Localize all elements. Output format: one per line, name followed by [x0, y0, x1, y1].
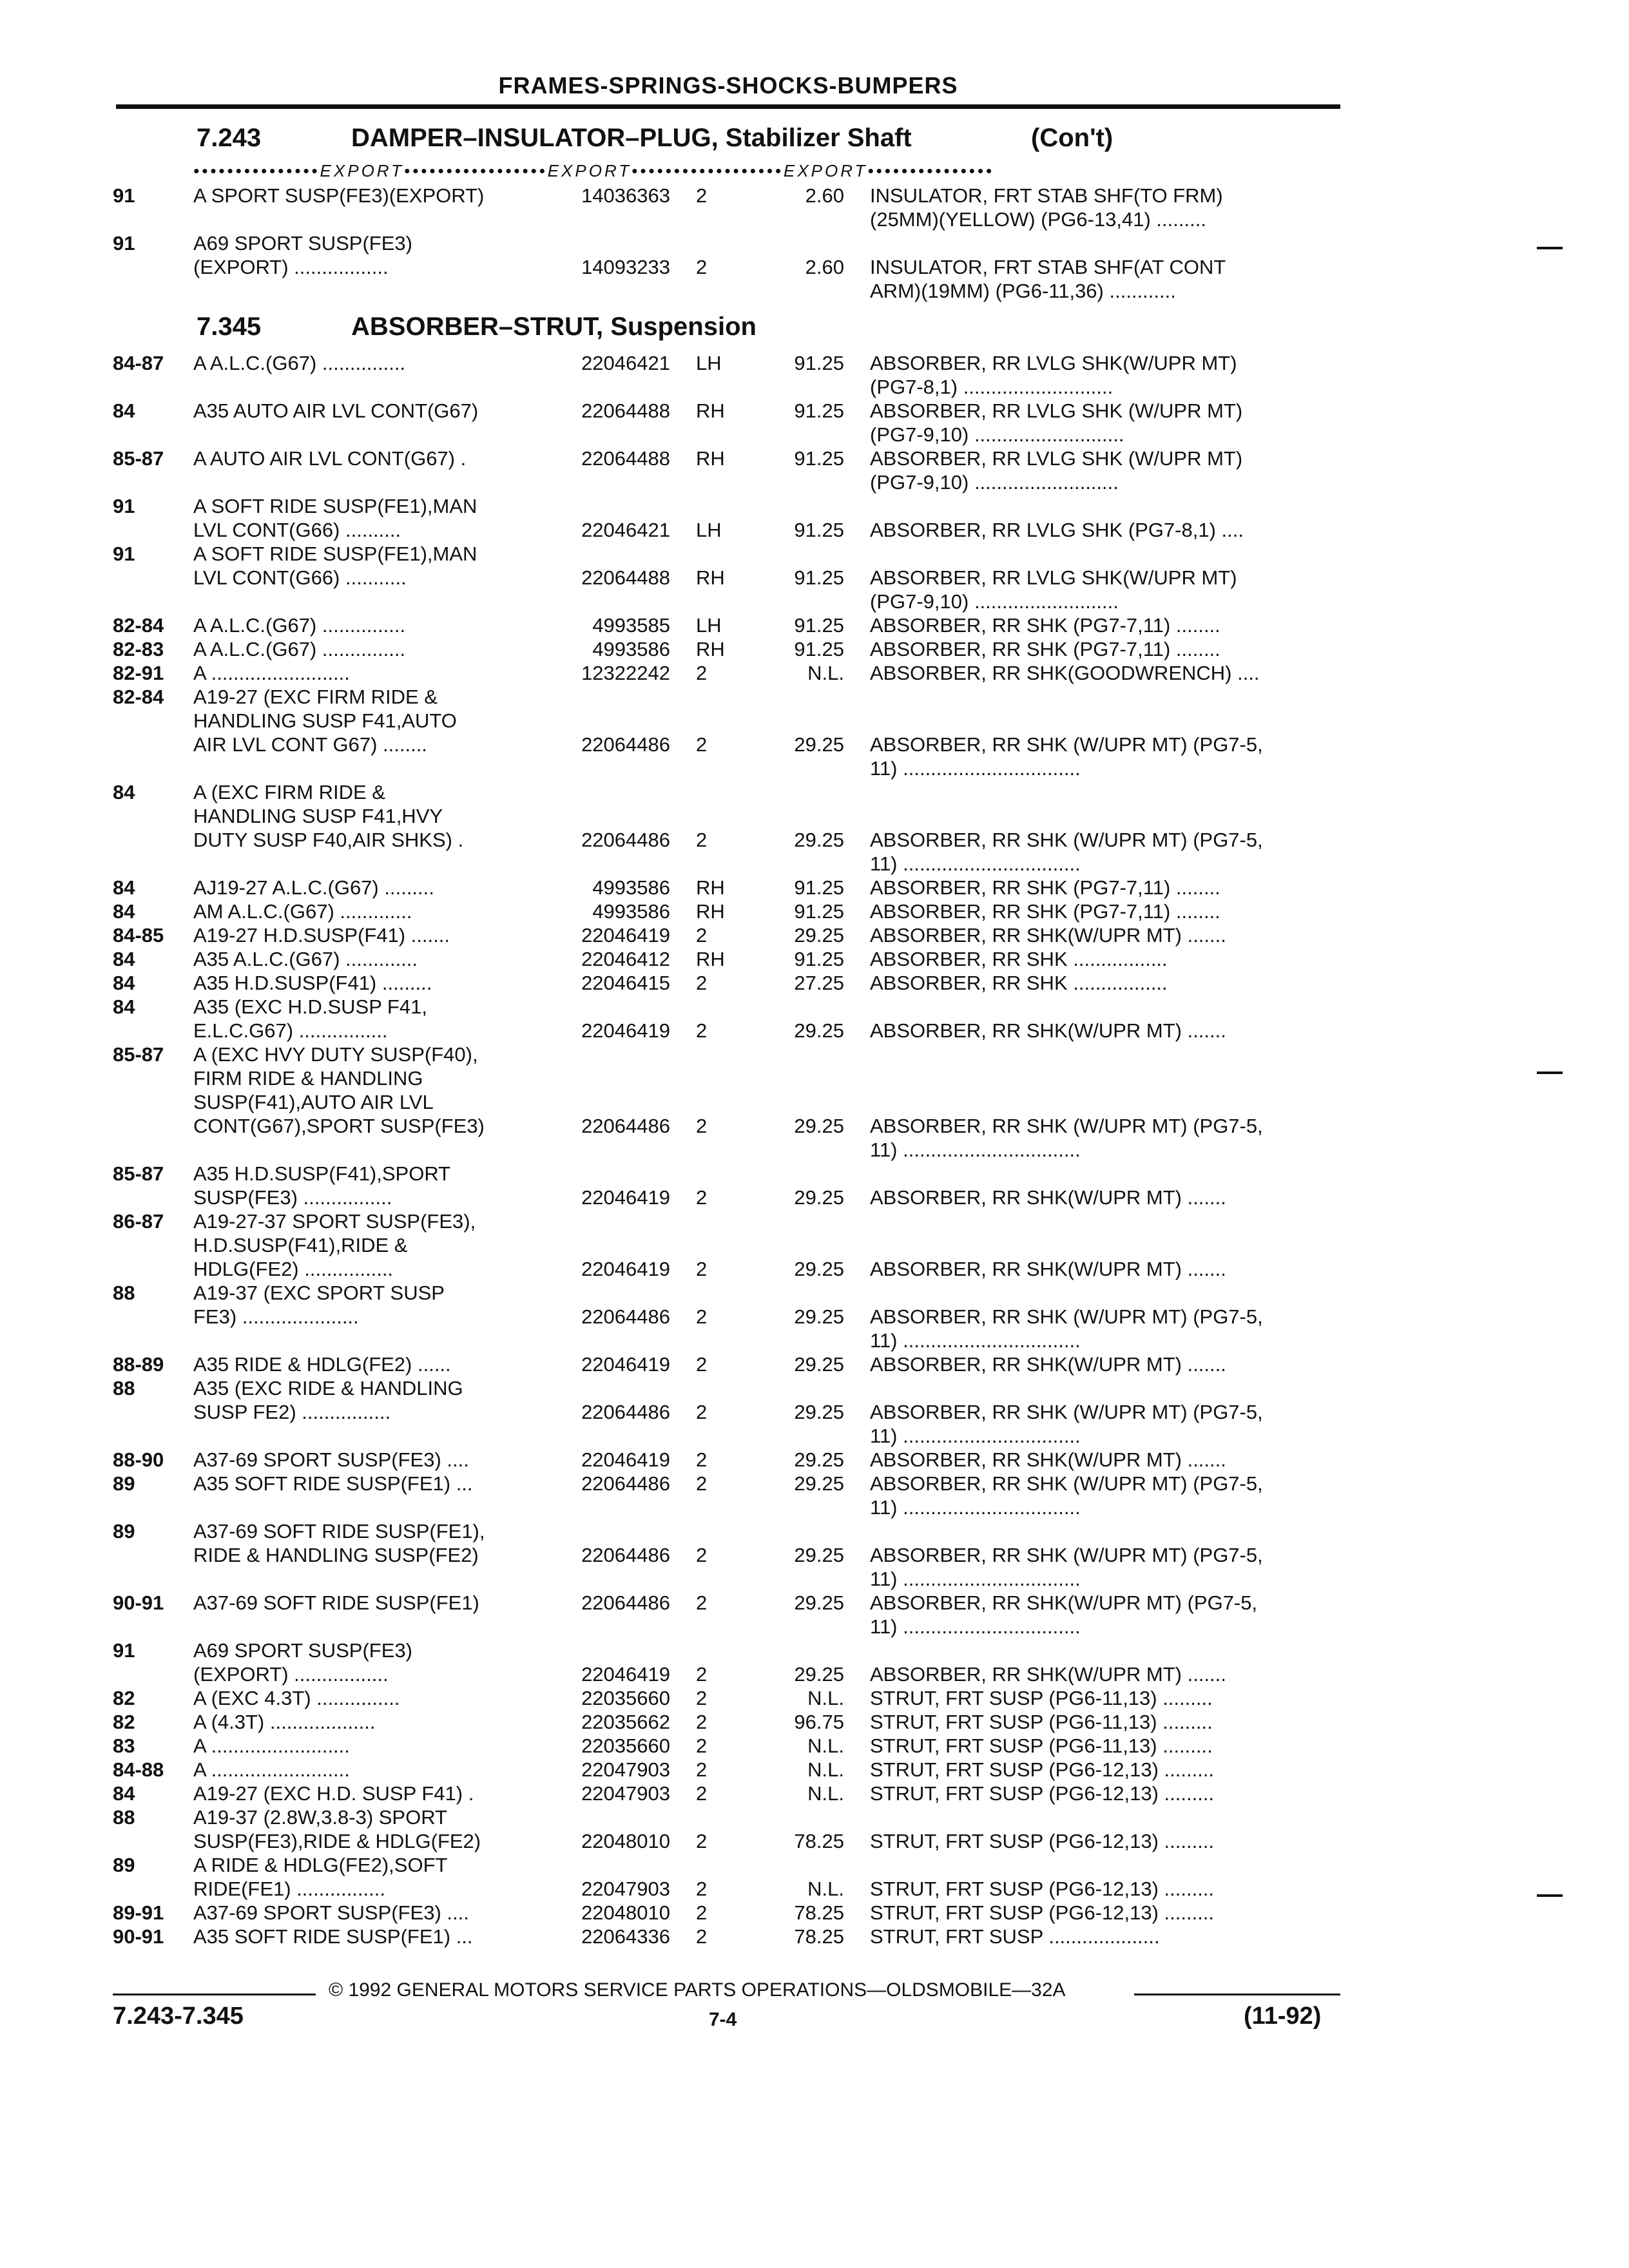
section-title: ABSORBER–STRUT, Suspension — [351, 312, 757, 341]
footer-page-number: 7-4 — [709, 2009, 737, 2030]
part-number: 4993586 — [592, 900, 670, 923]
model-usage: A A.L.C.(G67) ............... — [193, 638, 406, 660]
quantity: 2 — [696, 1830, 708, 1852]
model-year: 84 — [113, 972, 135, 994]
quantity: 2 — [696, 1472, 708, 1495]
price: 78.25 — [794, 1925, 844, 1948]
description: STRUT, FRT SUSP (PG6-11,13) ......... — [870, 1687, 1213, 1709]
description: ABSORBER, RR SHK ................. — [870, 948, 1168, 970]
quantity: 2 — [696, 972, 708, 994]
price: 2.60 — [805, 184, 844, 207]
part-number: 22064488 — [581, 566, 670, 589]
description: ABSORBER, RR LVLG SHK(W/UPR MT) — [870, 352, 1237, 374]
quantity: 2 — [696, 1305, 708, 1328]
part-number: 22064486 — [581, 1472, 670, 1495]
quantity: RH — [696, 399, 725, 422]
part-number: 22046419 — [581, 1353, 670, 1376]
description: ABSORBER, RR SHK (W/UPR MT) (PG7-5, — [870, 1472, 1263, 1495]
section-number: 7.345 — [197, 312, 262, 341]
part-number: 22064486 — [581, 1305, 670, 1328]
price: 29.25 — [794, 733, 844, 756]
model-usage: SUSP(F41),AUTO AIR LVL — [193, 1091, 434, 1113]
model-usage: A SPORT SUSP(FE3)(EXPORT) — [193, 184, 485, 207]
quantity: 2 — [696, 1758, 708, 1781]
model-year: 84 — [113, 876, 135, 899]
description: ABSORBER, RR SHK(GOODWRENCH) .... — [870, 662, 1260, 684]
model-usage: A35 SOFT RIDE SUSP(FE1) ... — [193, 1925, 473, 1948]
quantity: 2 — [696, 1258, 708, 1280]
description: ABSORBER, RR LVLG SHK(W/UPR MT) — [870, 566, 1237, 589]
quantity: LH — [696, 519, 722, 541]
quantity: 2 — [696, 1448, 708, 1471]
quantity: 2 — [696, 1687, 708, 1709]
description: ABSORBER, RR SHK(W/UPR MT) ....... — [870, 1353, 1226, 1376]
description: ABSORBER, RR SHK(W/UPR MT) ....... — [870, 1448, 1226, 1471]
part-number: 22046415 — [581, 972, 670, 994]
quantity: RH — [696, 566, 725, 589]
margin-tick — [1537, 247, 1563, 249]
price: 78.25 — [794, 1830, 844, 1852]
model-year: 84 — [113, 1782, 135, 1805]
description: 11) ................................ — [870, 1568, 1081, 1590]
model-year: 91 — [113, 1639, 135, 1662]
model-usage: A35 H.D.SUSP(F41) ......... — [193, 972, 432, 994]
description: STRUT, FRT SUSP (PG6-11,13) ......... — [870, 1711, 1213, 1733]
model-usage: HDLG(FE2) ................ — [193, 1258, 394, 1280]
part-number: 22048010 — [581, 1901, 670, 1924]
price: 96.75 — [794, 1711, 844, 1733]
model-usage: A19-37 (2.8W,3.8-3) SPORT — [193, 1806, 447, 1829]
price: 91.25 — [794, 399, 844, 422]
description: (PG7-9,10) .......................... — [870, 471, 1119, 494]
part-number: 22035660 — [581, 1735, 670, 1757]
price: N.L. — [807, 1782, 844, 1805]
part-number: 22047903 — [581, 1758, 670, 1781]
quantity: RH — [696, 948, 725, 970]
description: ABSORBER, RR SHK(W/UPR MT) ....... — [870, 1258, 1226, 1280]
part-number: 22064336 — [581, 1925, 670, 1948]
price: 91.25 — [794, 638, 844, 660]
description: STRUT, FRT SUSP (PG6-11,13) ......... — [870, 1735, 1213, 1757]
model-usage: A19-27 (EXC FIRM RIDE & — [193, 686, 438, 708]
footer-section-range: 7.243-7.345 — [113, 2003, 244, 2030]
quantity: 2 — [696, 256, 708, 278]
description: ABSORBER, RR SHK (PG7-7,11) ........ — [870, 638, 1220, 660]
model-usage: A19-27 (EXC H.D. SUSP F41) . — [193, 1782, 474, 1805]
model-usage: A ......................... — [193, 662, 350, 684]
part-number: 22046419 — [581, 1186, 670, 1209]
quantity: RH — [696, 447, 725, 470]
price: 29.25 — [794, 1305, 844, 1328]
price: 29.25 — [794, 924, 844, 947]
price: N.L. — [807, 1758, 844, 1781]
footer-rule-left — [113, 1994, 316, 1995]
quantity: RH — [696, 900, 725, 923]
quantity: 2 — [696, 1591, 708, 1614]
model-year: 82-84 — [113, 614, 164, 637]
footer-copyright: © 1992 GENERAL MOTORS SERVICE PARTS OPERATIONS—OLDSMOBILE—32A — [329, 1979, 1066, 2001]
description: ABSORBER, RR SHK (W/UPR MT) (PG7-5, — [870, 1401, 1263, 1423]
quantity: LH — [696, 614, 722, 637]
margin-tick — [1537, 1894, 1563, 1897]
model-year: 83 — [113, 1735, 135, 1757]
model-year: 88 — [113, 1806, 135, 1829]
model-usage: H.D.SUSP(F41),RIDE & — [193, 1234, 408, 1256]
description: (PG7-9,10) ........................... — [870, 423, 1124, 446]
model-usage: DUTY SUSP F40,AIR SHKS) . — [193, 829, 464, 851]
model-usage: A37-69 SOFT RIDE SUSP(FE1) — [193, 1591, 479, 1614]
part-number: 22046421 — [581, 352, 670, 374]
quantity: 2 — [696, 1925, 708, 1948]
model-year: 88 — [113, 1377, 135, 1399]
quantity: RH — [696, 638, 725, 660]
model-usage: (EXPORT) ................. — [193, 256, 389, 278]
price: N.L. — [807, 662, 844, 684]
quantity: 2 — [696, 733, 708, 756]
quantity: 2 — [696, 1901, 708, 1924]
model-year: 89 — [113, 1854, 135, 1876]
model-year: 91 — [113, 184, 135, 207]
price: 91.25 — [794, 447, 844, 470]
description: 11) ................................ — [870, 757, 1081, 780]
model-year: 84 — [113, 900, 135, 923]
model-usage: A (4.3T) ................... — [193, 1711, 376, 1733]
model-year: 85-87 — [113, 1043, 164, 1066]
model-usage: A SOFT RIDE SUSP(FE1),MAN — [193, 543, 477, 565]
quantity: 2 — [696, 1878, 708, 1900]
description: 11) ................................ — [870, 1496, 1081, 1519]
quantity: 2 — [696, 1186, 708, 1209]
quantity: 2 — [696, 1711, 708, 1733]
model-usage: A19-37 (EXC SPORT SUSP — [193, 1282, 445, 1304]
quantity: 2 — [696, 829, 708, 851]
description: ABSORBER, RR SHK (W/UPR MT) (PG7-5, — [870, 829, 1263, 851]
part-number: 22048010 — [581, 1830, 670, 1852]
description: STRUT, FRT SUSP (PG6-12,13) ......... — [870, 1758, 1215, 1781]
model-usage: A35 RIDE & HDLG(FE2) ...... — [193, 1353, 451, 1376]
part-number: 22064486 — [581, 829, 670, 851]
section-title: DAMPER–INSULATOR–PLUG, Stabilizer Shaft — [351, 124, 912, 152]
model-usage: A19-27 H.D.SUSP(F41) ....... — [193, 924, 450, 947]
model-usage: RIDE & HANDLING SUSP(FE2) — [193, 1544, 479, 1566]
price: N.L. — [807, 1735, 844, 1757]
model-year: 84 — [113, 948, 135, 970]
model-year: 89 — [113, 1520, 135, 1542]
model-year: 85-87 — [113, 447, 164, 470]
price: 27.25 — [794, 972, 844, 994]
model-year: 84-87 — [113, 352, 164, 374]
quantity: 2 — [696, 184, 708, 207]
model-usage: FIRM RIDE & HANDLING — [193, 1067, 423, 1090]
description: INSULATOR, FRT STAB SHF(TO FRM) — [870, 184, 1223, 207]
description: ABSORBER, RR SHK (PG7-7,11) ........ — [870, 876, 1220, 899]
model-usage: A (EXC 4.3T) ............... — [193, 1687, 400, 1709]
model-year: 88-90 — [113, 1448, 164, 1471]
part-number: 4993586 — [592, 876, 670, 899]
model-year: 89 — [113, 1472, 135, 1495]
price: 29.25 — [794, 1663, 844, 1686]
description: (25MM)(YELLOW) (PG6-13,41) ......... — [870, 208, 1206, 231]
part-number: 22064486 — [581, 733, 670, 756]
price: 91.25 — [794, 566, 844, 589]
model-usage: A69 SPORT SUSP(FE3) — [193, 1639, 412, 1662]
model-year: 84 — [113, 781, 135, 803]
model-year: 86-87 — [113, 1210, 164, 1233]
description: ABSORBER, RR SHK(W/UPR MT) (PG7-5, — [870, 1591, 1258, 1614]
model-usage: A35 AUTO AIR LVL CONT(G67) — [193, 399, 479, 422]
model-usage: AM A.L.C.(G67) ............. — [193, 900, 412, 923]
model-usage: A A.L.C.(G67) ............... — [193, 352, 406, 374]
model-year: 82 — [113, 1711, 135, 1733]
price: 29.25 — [794, 829, 844, 851]
price: 29.25 — [794, 1019, 844, 1042]
model-usage: A A.L.C.(G67) ............... — [193, 614, 406, 637]
part-number: 4993586 — [592, 638, 670, 660]
model-usage: LVL CONT(G66) ........... — [193, 566, 407, 589]
price: 29.25 — [794, 1591, 844, 1614]
part-number: 22064486 — [581, 1401, 670, 1423]
price: 29.25 — [794, 1186, 844, 1209]
model-year: 84 — [113, 399, 135, 422]
price: 29.25 — [794, 1401, 844, 1423]
model-year: 89-91 — [113, 1901, 164, 1924]
part-number: 22046419 — [581, 1448, 670, 1471]
price: 2.60 — [805, 256, 844, 278]
model-year: 84-85 — [113, 924, 164, 947]
price: 29.25 — [794, 1115, 844, 1137]
model-usage: A SOFT RIDE SUSP(FE1),MAN — [193, 495, 477, 517]
quantity: 2 — [696, 1663, 708, 1686]
part-number: 22047903 — [581, 1878, 670, 1900]
part-number: 22046419 — [581, 924, 670, 947]
model-year: 91 — [113, 495, 135, 517]
model-usage: RIDE(FE1) ................ — [193, 1878, 385, 1900]
quantity: 2 — [696, 1782, 708, 1805]
quantity: 2 — [696, 1353, 708, 1376]
model-year: 90-91 — [113, 1925, 164, 1948]
description: 11) ................................ — [870, 1425, 1081, 1447]
quantity: 2 — [696, 1735, 708, 1757]
quantity: 2 — [696, 1544, 708, 1566]
description: ARM)(19MM) (PG6-11,36) ............ — [870, 280, 1176, 302]
description: ABSORBER, RR SHK(W/UPR MT) ....... — [870, 1186, 1226, 1209]
model-year: 84 — [113, 995, 135, 1018]
price: 91.25 — [794, 948, 844, 970]
description: 11) ................................ — [870, 1615, 1081, 1638]
model-usage: HANDLING SUSP F41,HVY — [193, 805, 443, 827]
part-number: 22064488 — [581, 447, 670, 470]
model-usage: FE3) ..................... — [193, 1305, 359, 1328]
part-number: 22064486 — [581, 1115, 670, 1137]
price: 29.25 — [794, 1258, 844, 1280]
model-usage: LVL CONT(G66) .......... — [193, 519, 401, 541]
part-number: 22064486 — [581, 1544, 670, 1566]
header-rule — [116, 104, 1340, 109]
model-usage: A35 A.L.C.(G67) ............. — [193, 948, 418, 970]
description: STRUT, FRT SUSP (PG6-12,13) ......... — [870, 1782, 1215, 1805]
model-usage: A (EXC FIRM RIDE & — [193, 781, 385, 803]
model-year: 90-91 — [113, 1591, 164, 1614]
price: 91.25 — [794, 519, 844, 541]
part-number: 22046412 — [581, 948, 670, 970]
part-number: 14036363 — [581, 184, 670, 207]
price: 91.25 — [794, 614, 844, 637]
model-usage: (EXPORT) ................. — [193, 1663, 389, 1686]
description: (PG7-8,1) ........................... — [870, 376, 1113, 398]
description: ABSORBER, RR SHK (PG7-7,11) ........ — [870, 614, 1220, 637]
description: STRUT, FRT SUSP (PG6-12,13) ......... — [870, 1878, 1215, 1900]
model-usage: E.L.C.G67) ................ — [193, 1019, 388, 1042]
price: N.L. — [807, 1878, 844, 1900]
model-year: 82-84 — [113, 686, 164, 708]
description: ABSORBER, RR SHK(W/UPR MT) ....... — [870, 1019, 1226, 1042]
description: ABSORBER, RR SHK(W/UPR MT) ....... — [870, 1663, 1226, 1686]
quantity: LH — [696, 352, 722, 374]
price: N.L. — [807, 1687, 844, 1709]
description: ABSORBER, RR LVLG SHK (W/UPR MT) — [870, 399, 1243, 422]
model-year: 84-88 — [113, 1758, 164, 1781]
quantity: 2 — [696, 1115, 708, 1137]
part-number: 12322242 — [581, 662, 670, 684]
model-usage: A35 SOFT RIDE SUSP(FE1) ... — [193, 1472, 473, 1495]
model-year: 82-83 — [113, 638, 164, 660]
model-year: 88 — [113, 1282, 135, 1304]
model-year: 88-89 — [113, 1353, 164, 1376]
part-number: 22046419 — [581, 1258, 670, 1280]
part-number: 22046419 — [581, 1019, 670, 1042]
model-usage: SUSP(FE3) ................ — [193, 1186, 392, 1209]
model-usage: AJ19-27 A.L.C.(G67) ......... — [193, 876, 434, 899]
description: 11) ................................ — [870, 1329, 1081, 1352]
part-number: 4993585 — [592, 614, 670, 637]
section-continued: (Con't) — [1031, 124, 1113, 152]
description: STRUT, FRT SUSP (PG6-12,13) ......... — [870, 1830, 1215, 1852]
page-title: FRAMES-SPRINGS-SHOCKS-BUMPERS — [498, 72, 958, 99]
part-number: 22046421 — [581, 519, 670, 541]
part-number: 14093233 — [581, 256, 670, 278]
quantity: 2 — [696, 924, 708, 947]
model-year: 91 — [113, 232, 135, 255]
model-year: 91 — [113, 543, 135, 565]
description: ABSORBER, RR LVLG SHK (PG7-8,1) .... — [870, 519, 1244, 541]
description: ABSORBER, RR SHK (W/UPR MT) (PG7-5, — [870, 1544, 1263, 1566]
description: ABSORBER, RR SHK ................. — [870, 972, 1168, 994]
model-usage: A AUTO AIR LVL CONT(G67) . — [193, 447, 467, 470]
model-usage: SUSP FE2) ................ — [193, 1401, 391, 1423]
model-usage: A69 SPORT SUSP(FE3) — [193, 232, 412, 255]
quantity: 2 — [696, 1401, 708, 1423]
model-usage: HANDLING SUSP F41,AUTO — [193, 709, 457, 732]
section-number: 7.243 — [197, 124, 262, 152]
model-usage: A35 (EXC H.D.SUSP F41, — [193, 995, 427, 1018]
export-divider: •••••••••••••••EXPORT•••••••••••••••••EXPORT••••••••••••••••••EXPORT••••••••••••••• — [193, 161, 994, 180]
description: ABSORBER, RR LVLG SHK (W/UPR MT) — [870, 447, 1243, 470]
model-usage: A37-69 SPORT SUSP(FE3) .... — [193, 1448, 469, 1471]
part-number: 22047903 — [581, 1782, 670, 1805]
model-usage: A37-69 SPORT SUSP(FE3) .... — [193, 1901, 469, 1924]
model-usage: A (EXC HVY DUTY SUSP(F40), — [193, 1043, 478, 1066]
model-usage: A ......................... — [193, 1735, 350, 1757]
model-usage: A35 H.D.SUSP(F41),SPORT — [193, 1162, 451, 1185]
price: 29.25 — [794, 1353, 844, 1376]
footer-rule-right — [1134, 1994, 1340, 1995]
part-number: 22035660 — [581, 1687, 670, 1709]
model-usage: SUSP(FE3),RIDE & HDLG(FE2) — [193, 1830, 481, 1852]
model-usage: A RIDE & HDLG(FE2),SOFT — [193, 1854, 448, 1876]
description: 11) ................................ — [870, 852, 1081, 875]
quantity: 2 — [696, 1019, 708, 1042]
part-number: 22064488 — [581, 399, 670, 422]
price: 91.25 — [794, 352, 844, 374]
model-usage: A35 (EXC RIDE & HANDLING — [193, 1377, 463, 1399]
description: ABSORBER, RR SHK(W/UPR MT) ....... — [870, 924, 1226, 947]
footer-date: (11-92) — [1244, 2003, 1322, 2030]
description: STRUT, FRT SUSP .................... — [870, 1925, 1160, 1948]
model-year: 82-91 — [113, 662, 164, 684]
model-year: 82 — [113, 1687, 135, 1709]
description: ABSORBER, RR SHK (W/UPR MT) (PG7-5, — [870, 1305, 1263, 1328]
price: 29.25 — [794, 1544, 844, 1566]
part-number: 22035662 — [581, 1711, 670, 1733]
price: 91.25 — [794, 876, 844, 899]
description: STRUT, FRT SUSP (PG6-12,13) ......... — [870, 1901, 1215, 1924]
model-usage: AIR LVL CONT G67) ........ — [193, 733, 427, 756]
model-usage: A19-27-37 SPORT SUSP(FE3), — [193, 1210, 476, 1233]
price: 78.25 — [794, 1901, 844, 1924]
description: (PG7-9,10) .......................... — [870, 590, 1119, 613]
price: 29.25 — [794, 1448, 844, 1471]
description: ABSORBER, RR SHK (W/UPR MT) (PG7-5, — [870, 733, 1263, 756]
quantity: 2 — [696, 662, 708, 684]
margin-tick — [1537, 1072, 1563, 1074]
model-usage: CONT(G67),SPORT SUSP(FE3) — [193, 1115, 485, 1137]
model-usage: A ......................... — [193, 1758, 350, 1781]
part-number: 22046419 — [581, 1663, 670, 1686]
model-usage: A37-69 SOFT RIDE SUSP(FE1), — [193, 1520, 485, 1542]
price: 29.25 — [794, 1472, 844, 1495]
model-year: 85-87 — [113, 1162, 164, 1185]
quantity: RH — [696, 876, 725, 899]
price: 91.25 — [794, 900, 844, 923]
part-number: 22064486 — [581, 1591, 670, 1614]
description: INSULATOR, FRT STAB SHF(AT CONT — [870, 256, 1226, 278]
description: ABSORBER, RR SHK (PG7-7,11) ........ — [870, 900, 1220, 923]
description: ABSORBER, RR SHK (W/UPR MT) (PG7-5, — [870, 1115, 1263, 1137]
description: 11) ................................ — [870, 1139, 1081, 1161]
